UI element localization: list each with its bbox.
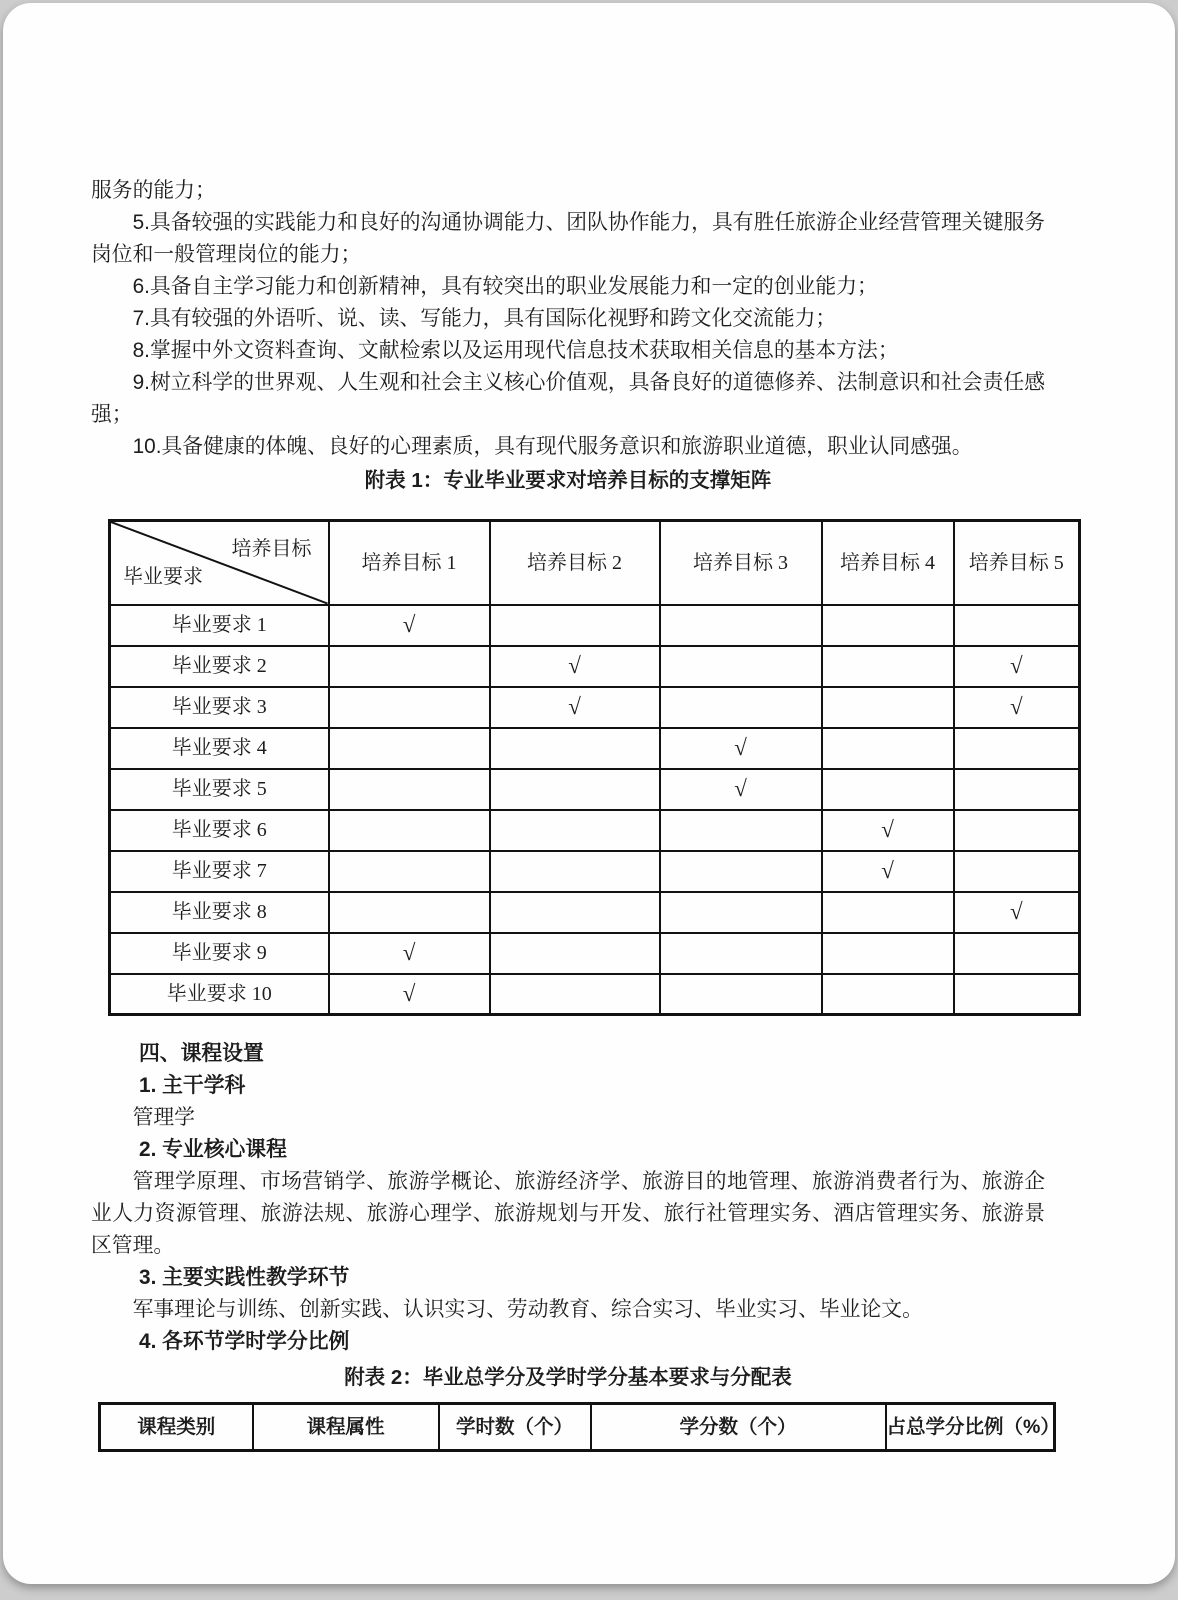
row-label: 毕业要求 3 bbox=[110, 687, 329, 728]
check-cell bbox=[490, 769, 660, 810]
check-cell: √ bbox=[329, 605, 490, 646]
row-label: 毕业要求 8 bbox=[110, 892, 329, 933]
check-cell bbox=[954, 851, 1080, 892]
check-cell bbox=[490, 728, 660, 769]
check-cell bbox=[329, 851, 490, 892]
corner-cell bbox=[110, 521, 329, 605]
check-cell: √ bbox=[954, 646, 1080, 687]
document-page bbox=[3, 3, 1175, 1584]
check-cell bbox=[954, 933, 1080, 974]
column-header: 课程类别 bbox=[100, 1404, 253, 1451]
credit-allocation-table bbox=[98, 1402, 1060, 1452]
row-label: 毕业要求 5 bbox=[110, 769, 329, 810]
check-cell: √ bbox=[490, 687, 660, 728]
check-cell bbox=[490, 892, 660, 933]
check-cell bbox=[822, 769, 954, 810]
row-label: 毕业要求 9 bbox=[110, 933, 329, 974]
support-matrix-table bbox=[108, 519, 1081, 1016]
check-cell bbox=[329, 646, 490, 687]
check-cell: √ bbox=[329, 974, 490, 1015]
check-cell bbox=[660, 605, 822, 646]
column-header: 培养目标 5 bbox=[954, 521, 1080, 605]
column-header: 培养目标 4 bbox=[822, 521, 954, 605]
matrix-row bbox=[110, 728, 1080, 769]
check-cell bbox=[822, 933, 954, 974]
intro-paragraph: 服务的能力； bbox=[91, 179, 216, 202]
row-label: 毕业要求 2 bbox=[110, 646, 329, 687]
check-cell bbox=[822, 974, 954, 1015]
alloc-header-row bbox=[100, 1404, 1055, 1451]
row-label: 毕业要求 4 bbox=[110, 728, 329, 769]
column-header: 课程属性 bbox=[253, 1404, 439, 1451]
row-label: 毕业要求 6 bbox=[110, 810, 329, 851]
check-cell bbox=[490, 810, 660, 851]
check-cell bbox=[822, 687, 954, 728]
matrix-row bbox=[110, 892, 1080, 933]
check-cell bbox=[490, 605, 660, 646]
matrix-row bbox=[110, 646, 1080, 687]
intro-paragraph: 9.树立科学的世界观、人生观和社会主义核心价值观，具备良好的道德修养、法制意识和社会责任感强； bbox=[91, 371, 1045, 426]
check-cell bbox=[329, 728, 490, 769]
check-cell: √ bbox=[822, 851, 954, 892]
check-cell bbox=[954, 728, 1080, 769]
check-cell bbox=[660, 810, 822, 851]
check-cell bbox=[329, 810, 490, 851]
intro-paragraph: 6.具备自主学习能力和创新精神，具有较突出的职业发展能力和一定的创业能力； bbox=[132, 275, 878, 298]
check-cell: √ bbox=[954, 687, 1080, 728]
table2-title: 附表 2：毕业总学分及学时学分基本要求与分配表 bbox=[344, 1366, 792, 1389]
column-header: 培养目标 3 bbox=[660, 521, 822, 605]
check-cell bbox=[660, 687, 822, 728]
practical-teaching-text: 军事理论与训练、创新实践、认识实习、劳动教育、综合实习、毕业实习、毕业论文。 bbox=[132, 1298, 923, 1321]
matrix-row bbox=[110, 605, 1080, 646]
check-cell: √ bbox=[329, 933, 490, 974]
check-cell bbox=[490, 851, 660, 892]
check-cell bbox=[660, 851, 822, 892]
check-cell bbox=[822, 646, 954, 687]
intro-paragraph: 7.具有较强的外语听、说、读、写能力，具有国际化视野和跨文化交流能力； bbox=[132, 307, 837, 330]
subheading-credit-ratio: 4. 各环节学时学分比例 bbox=[139, 1330, 350, 1353]
check-cell bbox=[954, 605, 1080, 646]
matrix-header-row bbox=[110, 521, 1080, 605]
row-label: 毕业要求 7 bbox=[110, 851, 329, 892]
matrix-row bbox=[110, 851, 1080, 892]
matrix-row bbox=[110, 933, 1080, 974]
check-cell: √ bbox=[490, 646, 660, 687]
check-cell bbox=[490, 933, 660, 974]
check-cell bbox=[660, 646, 822, 687]
check-cell bbox=[490, 974, 660, 1015]
main-discipline-text: 管理学 bbox=[132, 1106, 195, 1129]
check-cell: √ bbox=[660, 769, 822, 810]
check-cell bbox=[822, 892, 954, 933]
check-cell bbox=[329, 687, 490, 728]
table1-title: 附表 1：专业毕业要求对培养目标的支撑矩阵 bbox=[364, 469, 772, 492]
check-cell bbox=[954, 769, 1080, 810]
column-header: 培养目标 1 bbox=[329, 521, 490, 605]
intro-paragraph: 10.具备健康的体魄、良好的心理素质，具有现代服务意识和旅游职业道德，职业认同感强。 bbox=[132, 435, 973, 458]
corner-label-requirements: 毕业要求 bbox=[123, 565, 203, 588]
subheading-practical-teaching: 3. 主要实践性教学环节 bbox=[139, 1266, 350, 1289]
column-header: 培养目标 2 bbox=[490, 521, 660, 605]
subheading-main-discipline: 1. 主干学科 bbox=[139, 1074, 246, 1097]
check-cell: √ bbox=[660, 728, 822, 769]
column-header: 占总学分比例（%） bbox=[886, 1404, 1055, 1451]
check-cell bbox=[660, 933, 822, 974]
core-courses-text: 管理学原理、市场营销学、旅游学概论、旅游经济学、旅游目的地管理、旅游消费者行为、旅游企业人力资源管理、旅游法规、旅游心理学、旅游规划与开发、旅行社管理实务、酒店管理实务、旅游景区管理。 bbox=[91, 1170, 1045, 1257]
check-cell bbox=[329, 769, 490, 810]
check-cell bbox=[329, 892, 490, 933]
check-cell bbox=[822, 605, 954, 646]
column-header: 学时数（个） bbox=[439, 1404, 591, 1451]
matrix-row bbox=[110, 687, 1080, 728]
section-heading-courses: 四、课程设置 bbox=[139, 1042, 264, 1065]
check-cell: √ bbox=[954, 892, 1080, 933]
check-cell: √ bbox=[822, 810, 954, 851]
document-content bbox=[3, 3, 1175, 1452]
check-cell bbox=[660, 974, 822, 1015]
matrix-row bbox=[110, 810, 1080, 851]
matrix-row bbox=[110, 974, 1080, 1015]
subheading-core-courses: 2. 专业核心课程 bbox=[139, 1138, 287, 1161]
check-cell bbox=[822, 728, 954, 769]
intro-paragraph: 8.掌握中外文资料查询、文献检索以及运用现代信息技术获取相关信息的基本方法； bbox=[132, 339, 899, 362]
check-cell bbox=[954, 974, 1080, 1015]
row-label: 毕业要求 10 bbox=[110, 974, 329, 1015]
matrix-row bbox=[110, 769, 1080, 810]
check-cell bbox=[954, 810, 1080, 851]
check-cell bbox=[660, 892, 822, 933]
intro-paragraph: 5.具备较强的实践能力和良好的沟通协调能力、团队协作能力，具有胜任旅游企业经营管理关键服务岗位和一般管理岗位的能力； bbox=[91, 211, 1045, 266]
corner-label-objectives: 培养目标 bbox=[231, 538, 312, 560]
column-header: 学分数（个） bbox=[591, 1404, 886, 1451]
row-label: 毕业要求 1 bbox=[110, 605, 329, 646]
